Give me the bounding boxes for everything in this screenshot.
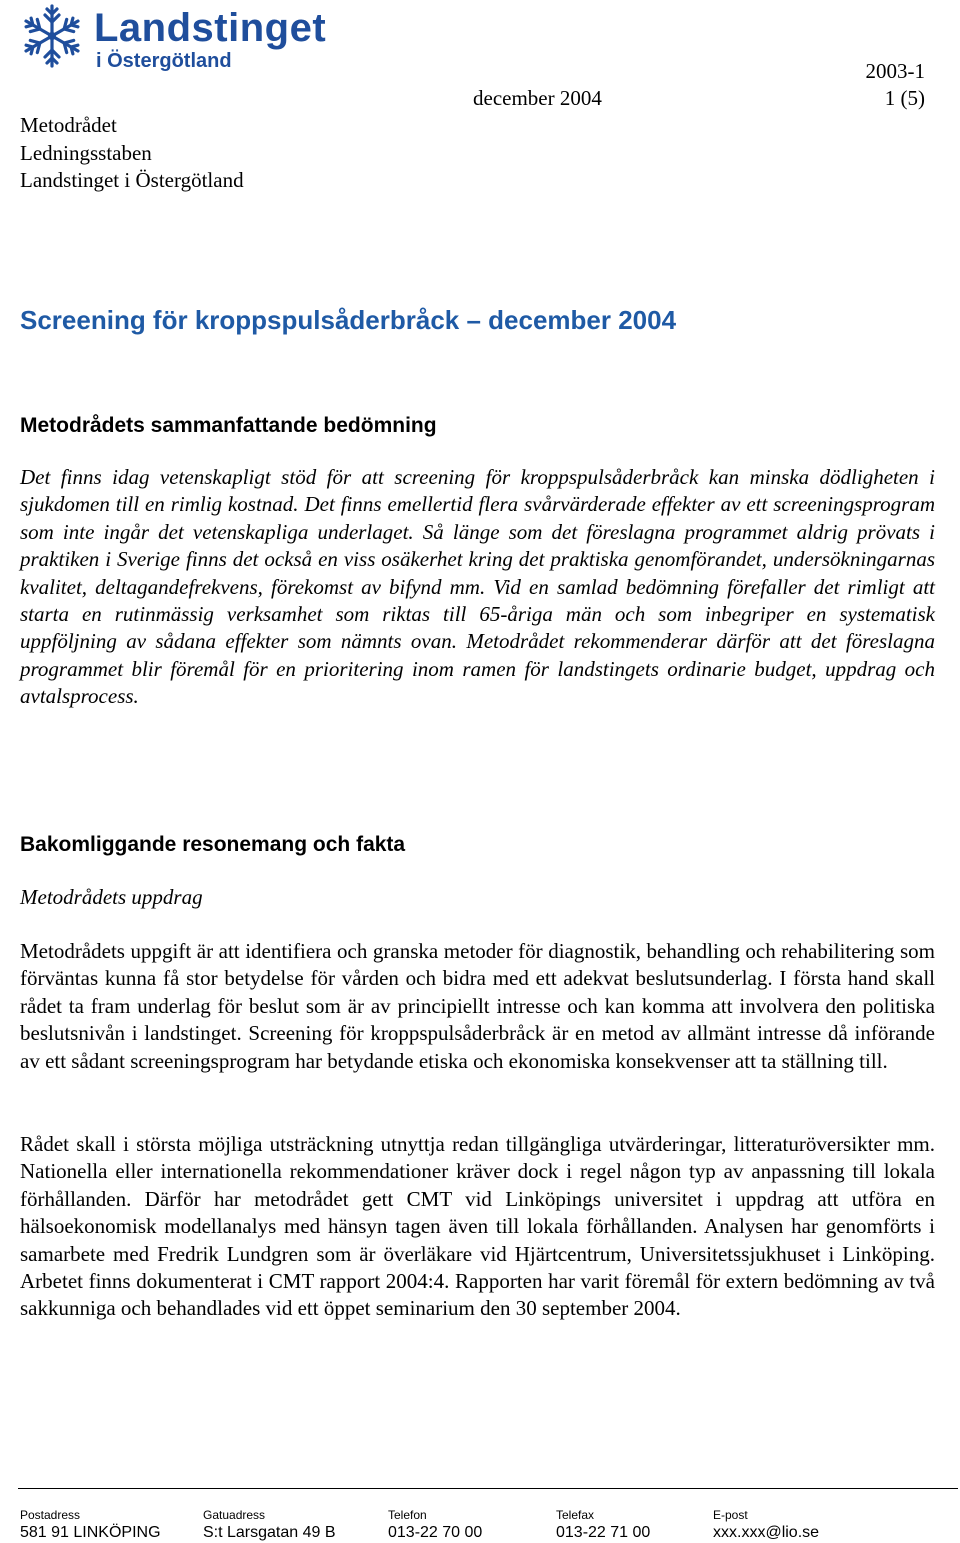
footer-street-address: S:t Larsgatan 49 B bbox=[203, 1524, 336, 1541]
body-paragraph: Metodrådets uppgift är att identifiera och granska metoder för diagnostik, behandling och rehabilitering som förväntas kunna få stor betydelse för vården och bidra med ett adekvat beslutsunderlag. I första hand skall rådet ta fram underlag för beslut som är av principiellt intresse och kan komma att involvera den politiska beslutsnivån i landstinget. Screening för kroppspulsåderbråck är en metod av allmänt intresse då införande av ett sådant screeningsprogram har betydande etiska och ekonomiska konsekvenser att ta ställning till. bbox=[20, 939, 935, 1073]
summary-heading: Metodrådets sammanfattande bedömning bbox=[20, 414, 437, 437]
summary-text: Det finns idag vetenskapligt stöd för att screening för kroppspulsåderbråck kan minska dödligheten i sjukdomen till en rimlig kostnad. Det finns emellertid flera svårvärderade effekter av ett screeningsprogram som inte ingår det vetenskapliga underlaget. Så länge som det föreslagna programmet aldrig prövats i praktiken i Sverige finns det också en viss osäkerhet kring det praktiska genomförandet, undersökningarnas kvalitet, deltagandefrekvens, förekomst av bifynd mm. Vid en samlad bedömning förefaller det rimligt att starta en rutinmässig verksamhet som riktas till 65-åriga män och som inbegriper en systematisk uppföljning av sådana effekter som nämnts ovan. Metodrådet rekommenderar därför att det föreslagna programmet blir föremål för en prioritering inom ramen för landstingets ordinarie budget, uppdrag och avtalsprocess. bbox=[20, 465, 935, 709]
footer-label: Postadress bbox=[20, 1508, 81, 1522]
logo bbox=[18, 2, 338, 76]
document-date: december 2004 bbox=[473, 86, 602, 110]
footer-email[interactable]: xxx.xxx@lio.se bbox=[713, 1524, 820, 1541]
logo-name: Landstinget bbox=[94, 6, 327, 50]
sender-line: Ledningsstaben bbox=[20, 141, 152, 165]
sender-line: Landstinget i Östergötland bbox=[20, 168, 244, 192]
footer-divider bbox=[18, 1488, 958, 1489]
snowflake-logo-icon bbox=[18, 2, 86, 70]
logo-subtitle: i Östergötland bbox=[96, 50, 232, 72]
sender-line: Metodrådet bbox=[20, 113, 117, 137]
footer-phone: 013-22 70 00 bbox=[388, 1524, 483, 1541]
footer-postal-address: 581 91 LINKÖPING bbox=[20, 1524, 161, 1541]
footer-fax: 013-22 71 00 bbox=[556, 1524, 651, 1541]
page-title: Screening för kroppspulsåderbråck – december 2004 bbox=[20, 305, 677, 335]
footer-label: Telefon bbox=[388, 1508, 427, 1522]
section-heading: Bakomliggande resonemang och fakta bbox=[20, 833, 406, 856]
section-subheading: Metodrådets uppdrag bbox=[20, 885, 203, 909]
document-number: 2003-1 bbox=[865, 59, 925, 83]
page-number: 1 (5) bbox=[884, 86, 925, 110]
footer-label: E-post bbox=[713, 1508, 748, 1522]
body-paragraph: Rådet skall i största möjliga utsträckning utnyttja redan tillgängliga utvärderingar, litteraturöversikter mm. Nationella eller internationella rekommendationer kräver dock i regel någon typ av anpassning till lokala förhållanden. Därför har metodrådet gett CMT vid Linköpings universitet i uppdrag att utföra en hälsoekonomisk modellanalys med hänsyn tagen även till lokala förhållanden. Analysen har genomförts i samarbete med Fredrik Lundgren som är överläkare vid Hjärtcentrum, Universitetssjukhuset i Linköping. Arbetet finns dokumenterat i CMT rapport 2004:4. Rapporten har varit föremål för extern bedömning av två sakkunniga och behandlades vid ett öppet seminarium den 30 september 2004. bbox=[20, 1132, 935, 1321]
footer-label: Gatuadress bbox=[203, 1508, 266, 1522]
footer-label: Telefax bbox=[556, 1508, 595, 1522]
